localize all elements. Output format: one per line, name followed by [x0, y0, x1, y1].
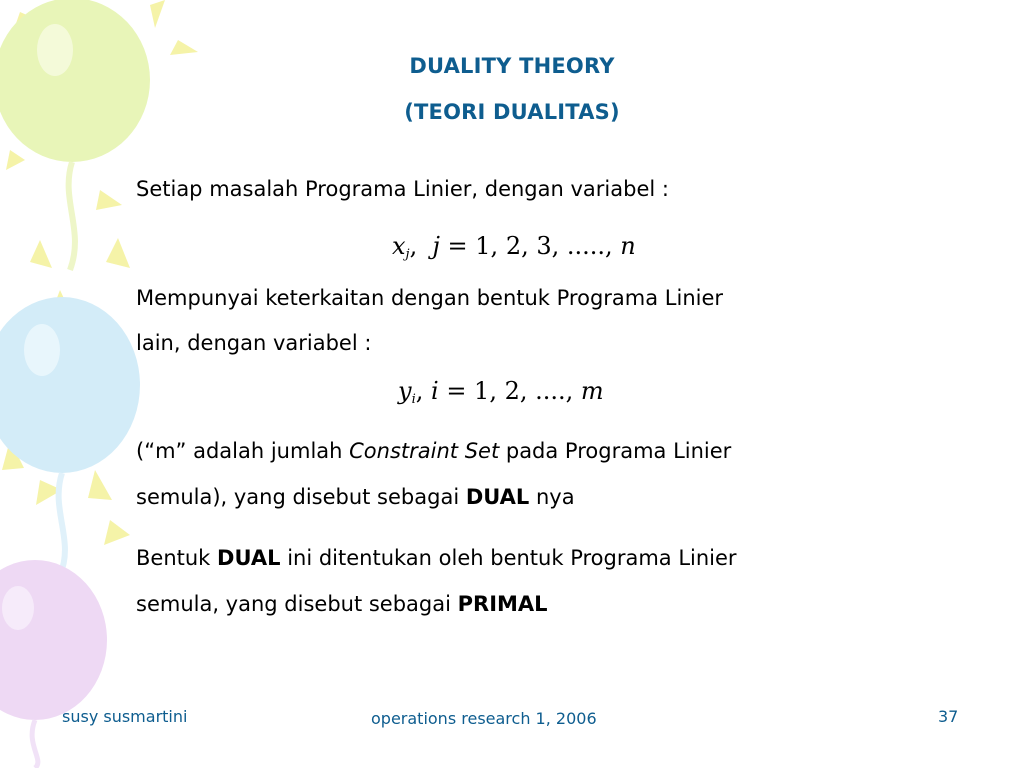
paragraph-4-line-1: Bentuk DUAL ini ditentukan oleh bentuk Programa Linier: [136, 546, 737, 570]
paragraph-2-line-1: Mempunyai keterkaitan dengan bentuk Programa Linier: [136, 286, 724, 310]
equation-2: $y_i$, i = 1, 2, ...., m: [398, 377, 604, 407]
paragraph-4-line-2: semula, yang disebut sebagai PRIMAL: [136, 592, 548, 616]
paragraph-3-line-1: (“m” adalah jumlah Constraint Set pada Programa Linier: [136, 439, 732, 463]
green-balloon: [0, 0, 150, 270]
footer-course: operations research 1, 2006: [371, 709, 597, 728]
footer-author: susy susmartini: [62, 707, 188, 726]
purple-balloon: [0, 560, 107, 768]
equation-1: $x_j$, j = 1, 2, 3, ....., n: [392, 232, 636, 262]
slide-subtitle: (TEORI DUALITAS): [404, 100, 620, 124]
footer-page-number: 37: [938, 707, 959, 726]
slide-title: DUALITY THEORY: [409, 54, 615, 78]
paragraph-1: Setiap masalah Programa Linier, dengan variabel :: [136, 177, 669, 201]
paragraph-3-line-2: semula), yang disebut sebagai DUAL nya: [136, 485, 575, 509]
paragraph-2-line-2: lain, dengan variabel :: [136, 331, 372, 355]
